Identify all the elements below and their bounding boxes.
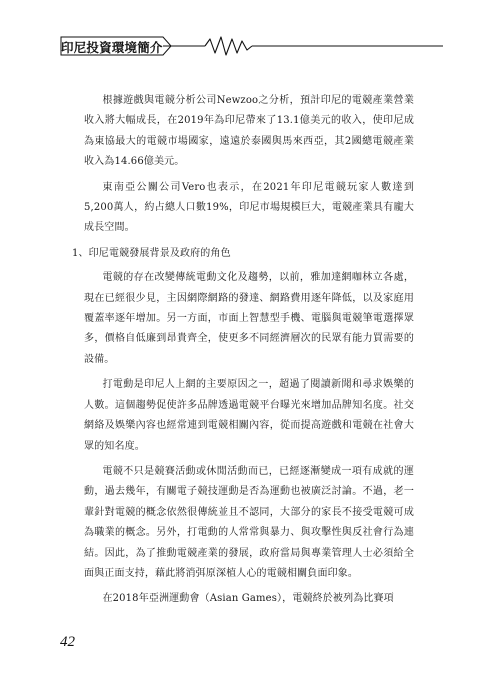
page-number: 42: [60, 634, 75, 650]
paragraph: 打電動是印尼人上網的主要原因之一，超過了閱讀新聞和尋求娛樂的人數。這個趨勢促使許多品牌透過電競平台曝光來增加品牌知名度。社交網絡及娛樂內容也經常連到電競相關內容，從而提高遊戲和電競在社會大眾的知名度。: [84, 379, 414, 452]
section-heading: 1、印尼電競發展背景及政府的角色: [72, 247, 231, 259]
paragraph: 電競的存在改變傳統電動文化及趨勢，以前，雅加達網咖林立各處，現在已經很少見，主因網際網路的發達、網路費用逐年降低，以及家庭用覆蓋率逐年增加。另一方面，市面上智慧型手機、電腦與電競筆電選擇眾多，價格自低廉到昂貴齊全，使更多不同經濟層次的民眾有能力買需要的設備。: [84, 272, 414, 365]
paragraph: 在2018年亞洲運動會（Asian Games），電競終於被列為比賽項: [102, 593, 394, 605]
body-text: [72, 91, 414, 615]
paragraph: 東南亞公關公司Vero也表示，在2021年印尼電競玩家人數達到5,200萬人，約占總人口數19%，印尼市場規模巨大，電競產業具有龐大成長空間。: [84, 181, 414, 234]
paragraph: 根據遊戲與電競分析公司Newzoo之分析，預計印尼的電競產業營業收入將大幅成長，在2019年為印尼帶來了13.1億美元的收入，使印尼成為東協最大的電競市場國家，遠遠於泰國與馬來西亞，其2國總電競產業收入為14.66億美元。: [84, 95, 414, 168]
page-header: [55, 34, 445, 64]
paragraph: 電競不只是競賽活動或休閒活動而已，已經逐漸變成一項有成就的運動，過去幾年，有關電子競技運動是否為運動也被廣泛討論。不過，老一輩針對電競的概念依然很傳統並且不認同，大部分的家長不接受電競可成為職業的概念。另外，打電動的人常常與暴力、與攻擊性與反社會行為連結。因此，為了推動電競產業的發展，政府當局與專業管理人士必須給全面與正面支持，藉此將消弭原深植人心的電競相關負面印象。: [84, 465, 414, 579]
header-title: 印尼投資環境簡介: [61, 40, 163, 55]
heartbeat-wave-icon: [205, 37, 252, 55]
